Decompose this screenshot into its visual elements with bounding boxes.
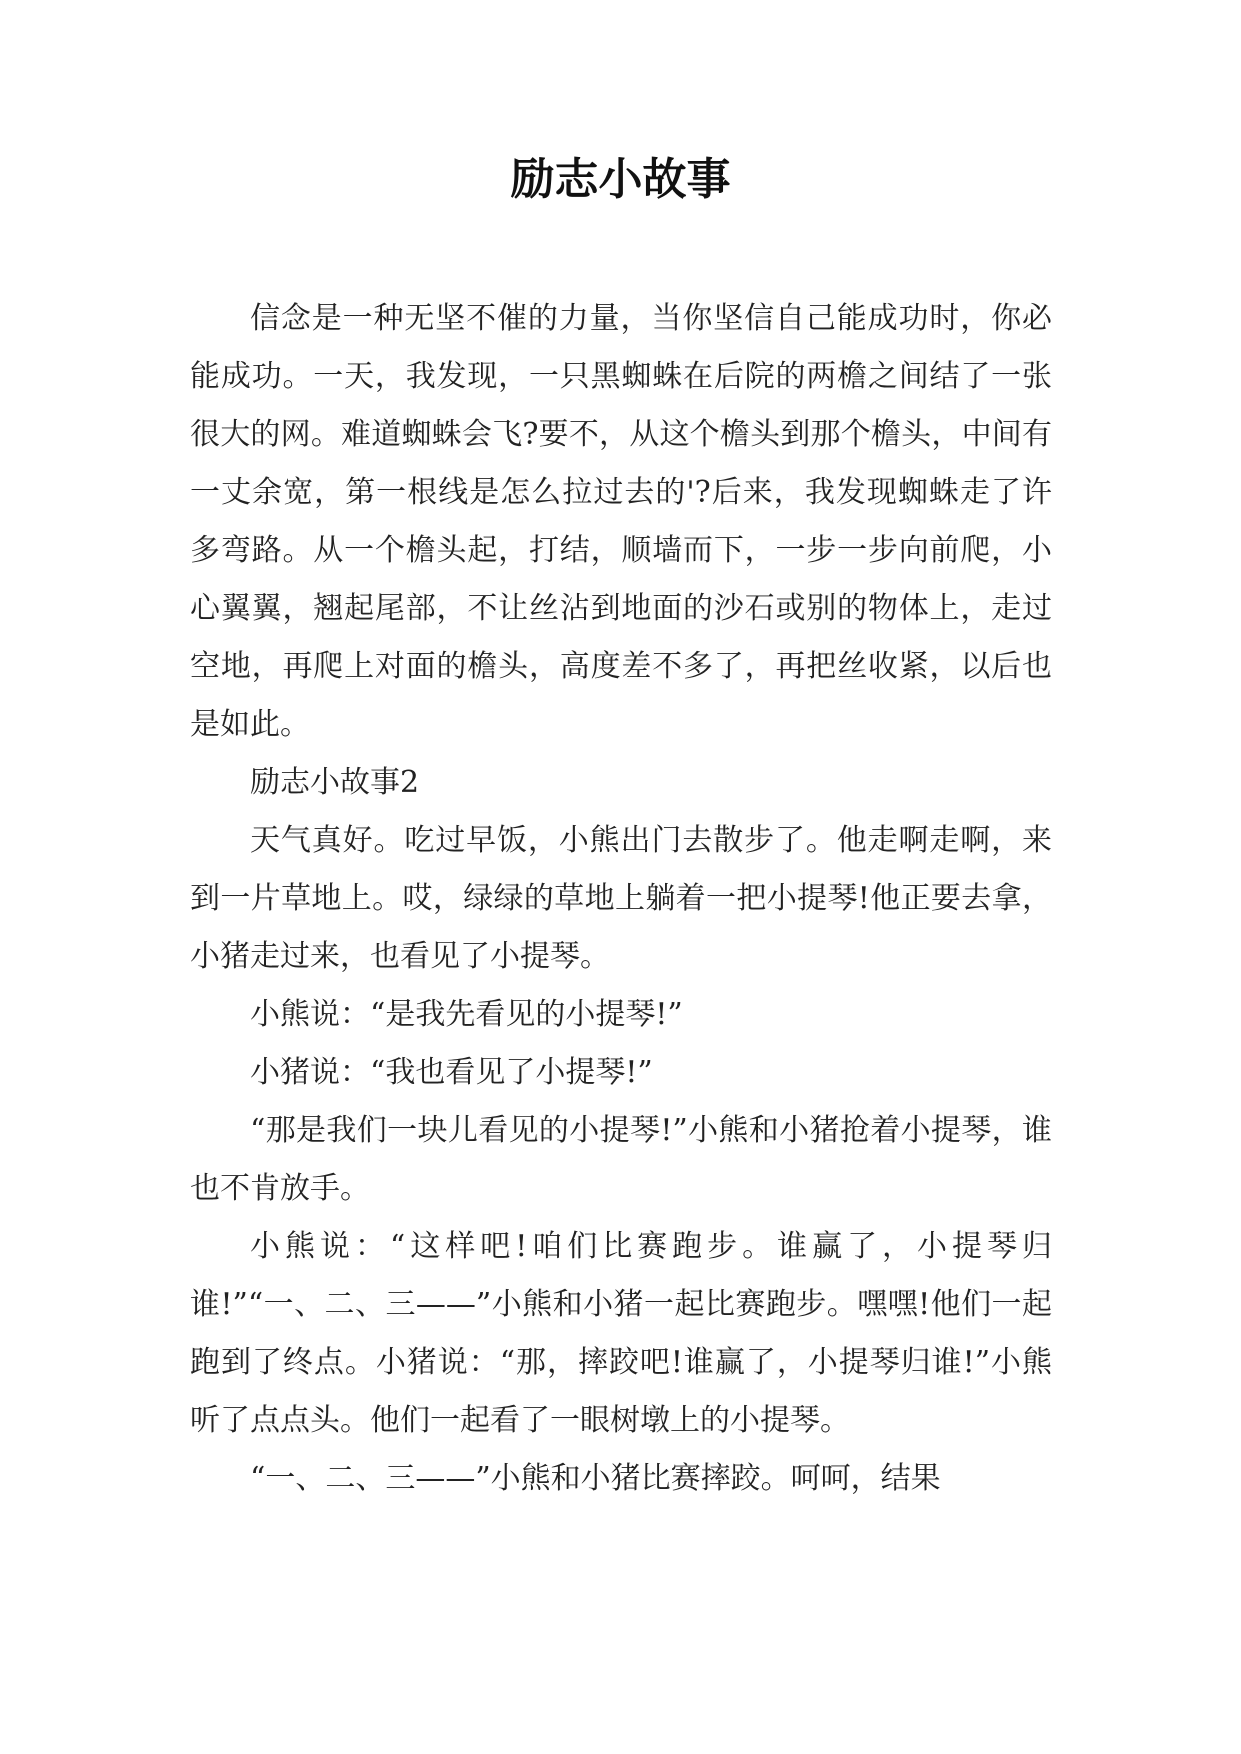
- document-title: 励志小故事: [510, 154, 731, 205]
- document-body: [190, 290, 1052, 1508]
- paragraph: “一、二、三——”小熊和小猪比赛摔跤。呵呵，结果: [250, 1461, 941, 1496]
- paragraph: 信念是一种无坚不催的力量，当你坚信自己能成功时，你必能成功。一天，我发现，一只黑蜘蛛在后院的两檐之间结了一张很大的网。难道蜘蛛会飞?要不，从这个檐头到那个檐头，中间有一丈余宽，第一根线是怎么拉过去的'?后来，我发现蜘蛛走了许多弯路。从一个檐头起，打结，顺墙而下，一步一步向前爬，小心翼翼，翘起尾部，不让丝沾到地面的沙石或别的物体上，走过空地，再爬上对面的檐头，高度差不多了，再把丝收紧，以后也是如此。: [190, 301, 1052, 742]
- section-heading: 励志小故事2: [250, 765, 420, 800]
- paragraph: 小熊说：“这样吧!咱们比赛跑步。谁赢了，小提琴归谁!”“一、二、三——”小熊和小猪一起比赛跑步。嘿嘿!他们一起跑到了终点。小猪说：“那，摔跤吧!谁赢了，小提琴归谁!”小熊听了点点头。他们一起看了一眼树墩上的小提琴。: [190, 1229, 1052, 1438]
- paragraph: 小熊说：“是我先看见的小提琴!”: [250, 997, 683, 1032]
- paragraph: 天气真好。吃过早饭，小熊出门去散步了。他走啊走啊，来到一片草地上。哎，绿绿的草地上躺着一把小提琴!他正要去拿，小猪走过来，也看见了小提琴。: [190, 823, 1052, 974]
- paragraph: 小猪说：“我也看见了小提琴!”: [250, 1055, 653, 1090]
- paragraph: “那是我们一块儿看见的小提琴!”小熊和小猪抢着小提琴，谁也不肯放手。: [190, 1113, 1052, 1206]
